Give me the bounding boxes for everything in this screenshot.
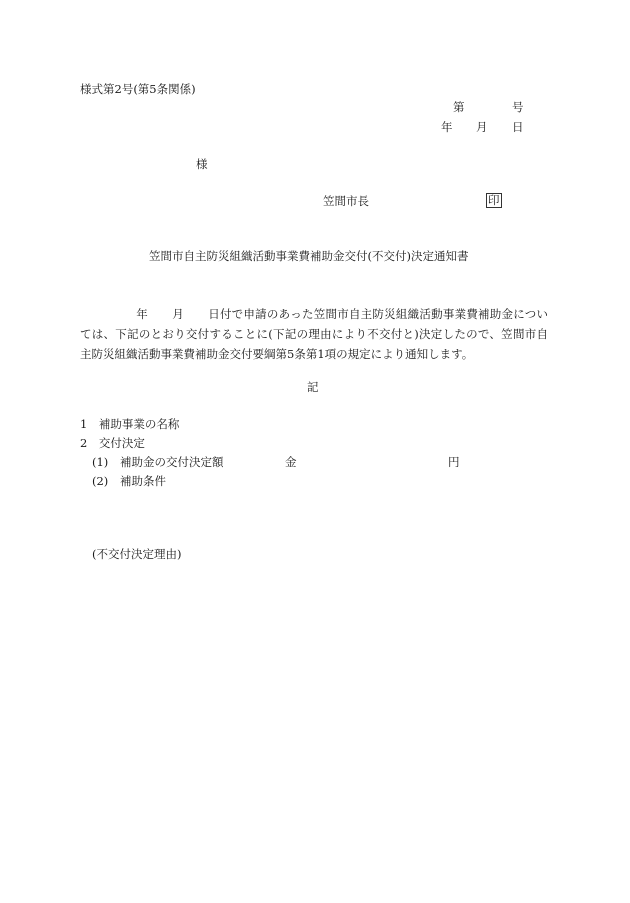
body-paragraph: [80, 304, 548, 364]
form-label: 様式第2号(第5条関係): [80, 82, 196, 96]
date-day: 日: [512, 120, 524, 134]
body-text: 日付で申請のあった笠間市自主防災組織活動事業費補助金については、下記のとおり交付することに(下記の理由により不交付と)決定したので、笠間市自主防災組織活動事業費補助金交付要綱第5条第1項の規定により通知します。: [80, 307, 549, 361]
date-month: 月: [476, 120, 488, 134]
sub-item-1-kin: 金: [285, 455, 297, 469]
seal-label: 印: [488, 193, 500, 207]
sub-item-2-label: 補助条件: [120, 474, 166, 488]
body-year: 年: [136, 307, 148, 321]
sub-item-1-yen: 円: [448, 455, 460, 469]
sub-item-1-label: 補助金の交付決定額: [120, 455, 224, 469]
doc-number-prefix: 第: [453, 100, 465, 114]
doc-number-suffix: 号: [512, 100, 524, 114]
seal-mark: [486, 193, 502, 208]
non-grant-reason: (不交付決定理由): [92, 547, 182, 561]
sub-item-2-number: (2): [92, 474, 109, 488]
item-2: 2 交付決定: [80, 436, 145, 450]
date-year: 年: [441, 120, 453, 134]
body-month: 月: [171, 307, 184, 321]
sub-item-1-number: (1): [92, 455, 109, 469]
ki-marker: 記: [307, 380, 319, 394]
item-1: 1 補助事業の名称: [80, 417, 180, 431]
doc-title: 笠間市自主防災組織活動事業費補助金交付(不交付)決定通知書: [149, 249, 469, 263]
addressee-honorific: 様: [196, 157, 208, 171]
issuer-title: 笠間市長: [323, 194, 369, 208]
